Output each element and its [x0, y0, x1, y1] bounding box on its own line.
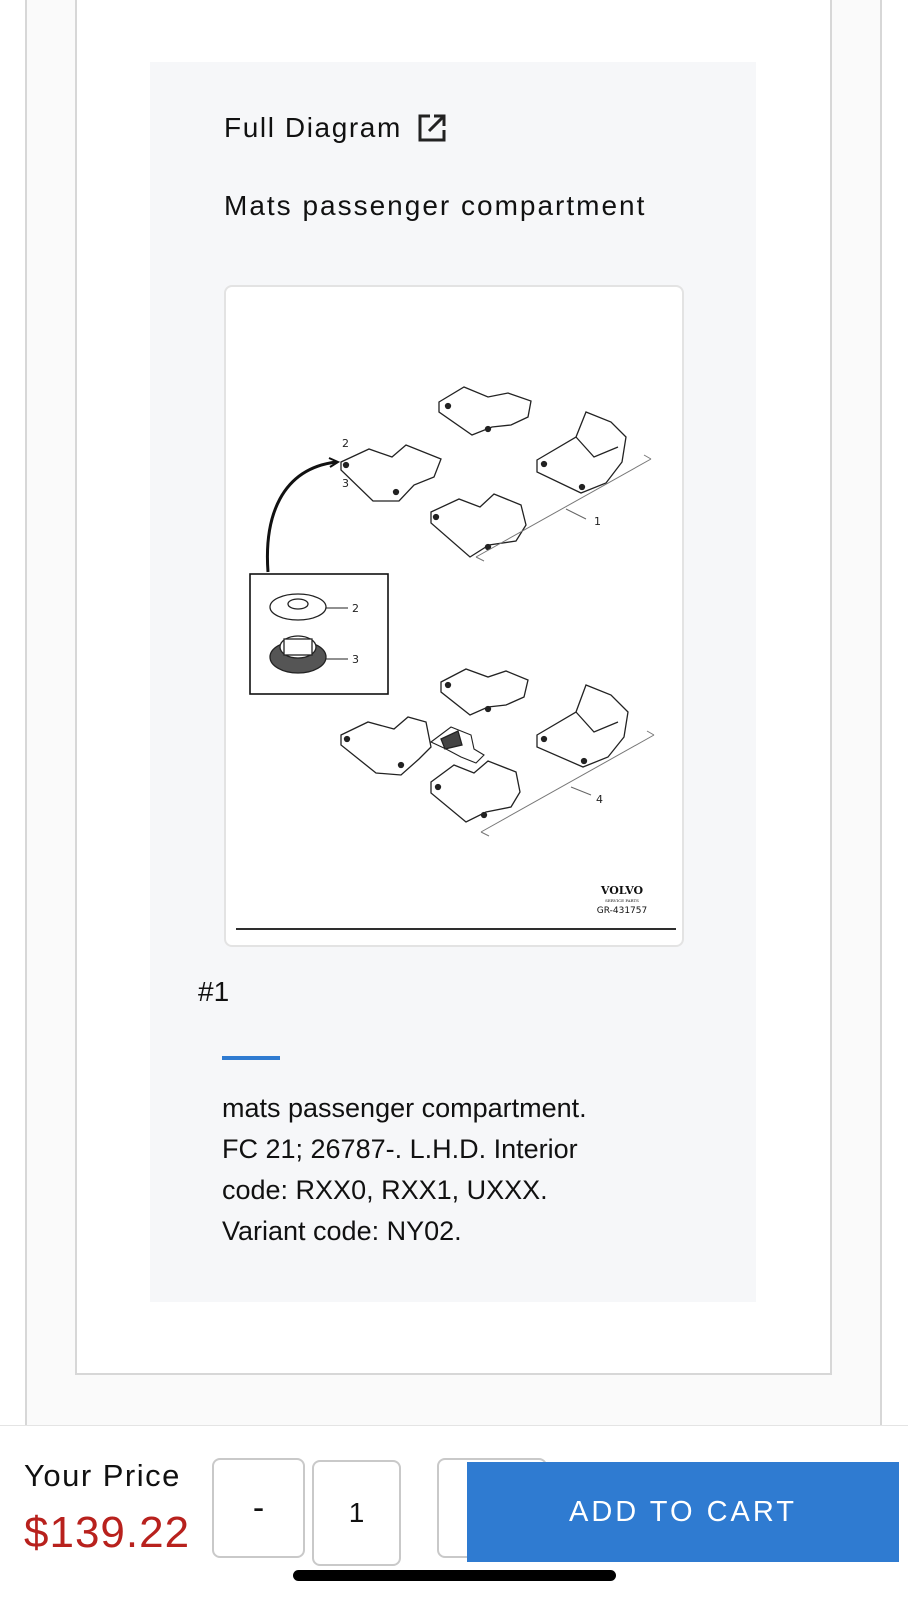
add-to-cart-button[interactable]: ADD TO CART — [467, 1462, 899, 1562]
full-diagram-label: Full Diagram — [224, 112, 402, 143]
brand-logo-text: VOLVO — [600, 884, 644, 897]
callout-1: 1 — [594, 515, 601, 528]
description-line: Variant code: NY02. — [222, 1216, 462, 1246]
part-number: #1 — [198, 976, 230, 1007]
description-line: FC 21; 26787-. L.H.D. Interior — [222, 1134, 578, 1164]
description-line: code: RXX0, RXX1, UXXX. — [222, 1175, 548, 1205]
callout-2-detail: 2 — [352, 602, 359, 615]
diagram-title: Mats passenger compartment — [224, 190, 647, 221]
brand-sub-text: SERVICE PARTS — [605, 898, 639, 903]
home-indicator — [293, 1570, 616, 1581]
callout-3-upper: 3 — [342, 477, 349, 490]
accent-divider — [222, 1056, 280, 1060]
external-link-icon — [416, 112, 448, 144]
callout-3-detail: 3 — [352, 653, 359, 666]
price-value: $139.22 — [24, 1508, 191, 1557]
diagram-code: GR-431757 — [596, 906, 648, 916]
parts-diagram-illustration — [226, 287, 684, 947]
callout-4: 4 — [596, 793, 603, 806]
diagram-image[interactable] — [224, 285, 684, 947]
decrement-button[interactable]: - — [212, 1458, 305, 1558]
price-label: Your Price — [24, 1458, 181, 1493]
full-diagram-link[interactable] — [224, 112, 448, 144]
callout-2-upper: 2 — [342, 437, 349, 450]
description-line: mats passenger compartment. — [222, 1093, 587, 1123]
part-description — [222, 1088, 662, 1252]
quantity-input[interactable] — [312, 1460, 401, 1566]
